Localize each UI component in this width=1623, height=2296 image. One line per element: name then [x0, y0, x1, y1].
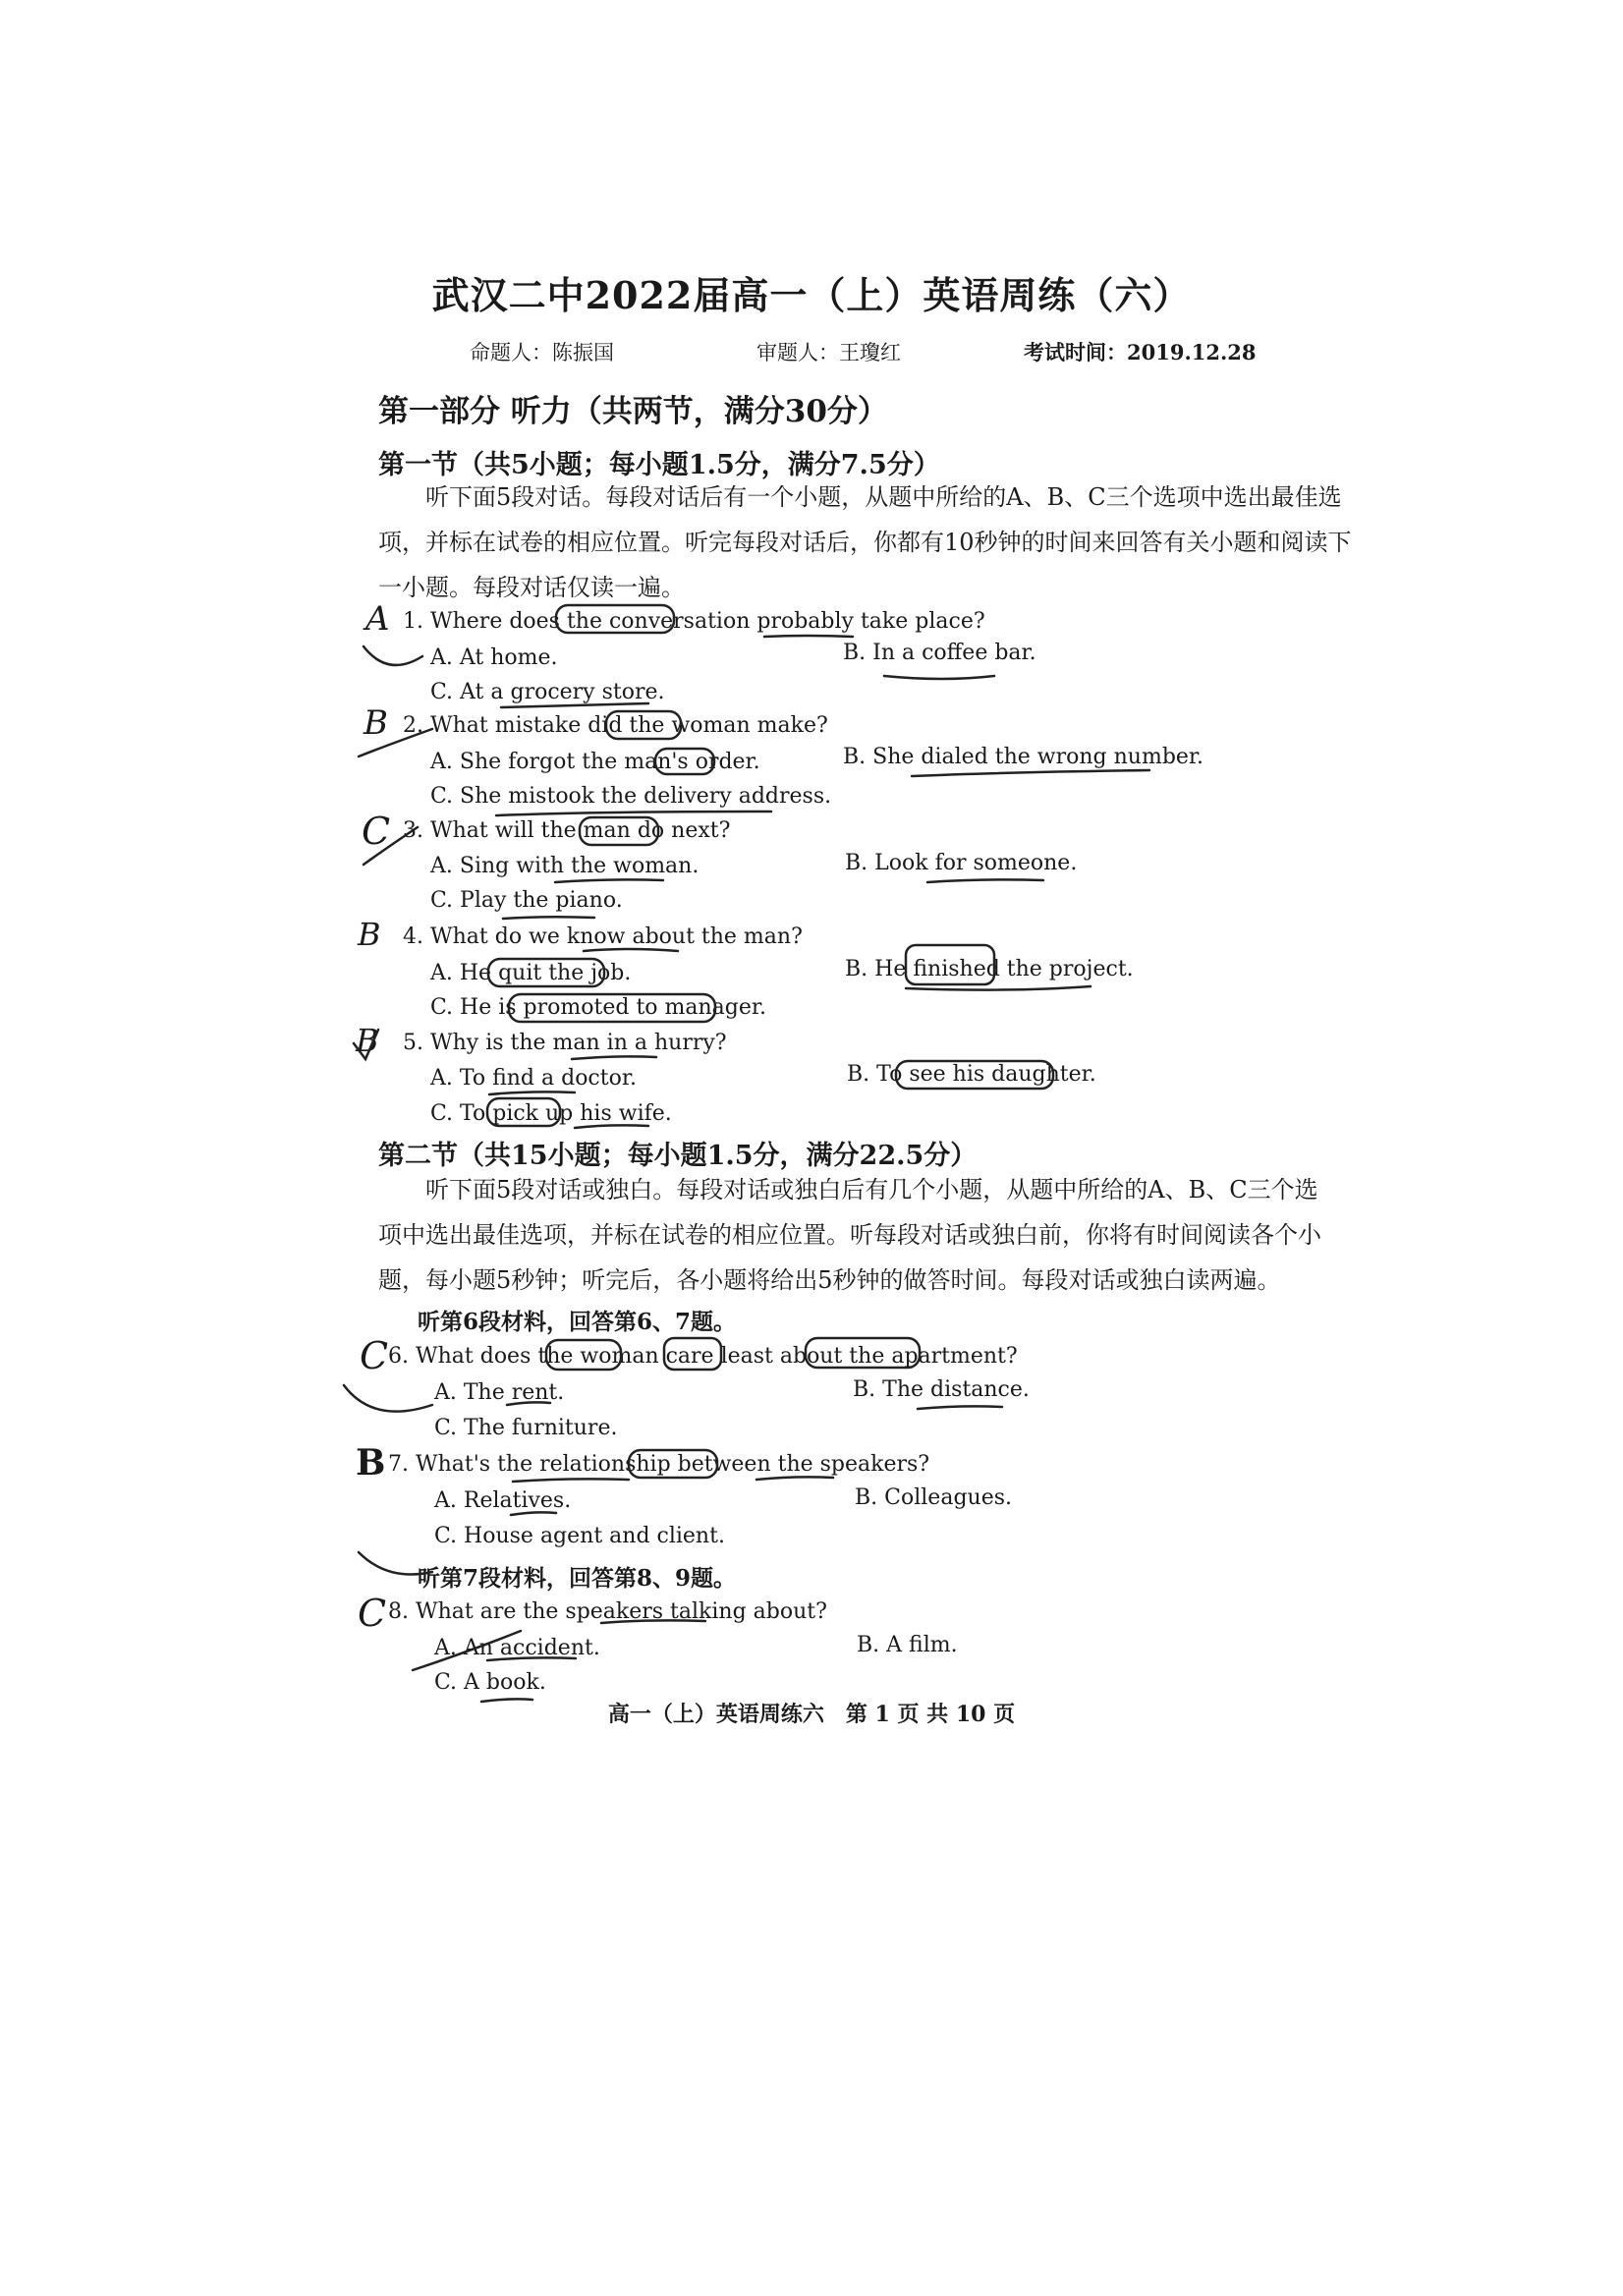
handwritten-answer-7: B [356, 1442, 386, 1484]
handwritten-answer-8: C [358, 1592, 387, 1635]
q7-option-a: A. Relatives. [434, 1488, 572, 1513]
question-6: 6. What does the woman care least about the apartment? [388, 1344, 1018, 1369]
question-4: 4. What do we know about the man? [403, 924, 803, 949]
handwritten-answer-6: C [360, 1334, 389, 1377]
q5-option-b: B. To see his daughter. [847, 1062, 1096, 1087]
section1-title: 第一节（共5小题；每小题1.5分，满分7.5分） [378, 450, 940, 480]
q4-option-a: A. He quit the job. [430, 961, 632, 985]
q2-option-c: C. She mistook the delivery address. [430, 784, 832, 809]
question-2: 2. What mistake did the woman make? [403, 713, 828, 738]
group-7-heading: 听第7段材料，回答第8、9题。 [418, 1565, 737, 1592]
q5-option-c: C. To pick up his wife. [430, 1101, 672, 1126]
handwritten-answer-4: B [358, 916, 381, 953]
question-3: 3. What will the man do next? [403, 818, 731, 843]
reviewer-line: 审题人：王瓊红 [756, 341, 901, 364]
exam-time: 考试时间：2019.12.28 [1024, 340, 1257, 364]
q6-option-a: A. The rent. [434, 1380, 565, 1405]
q1-option-c: C. At a grocery store. [430, 680, 665, 704]
question-5: 5. Why is the man in a hurry? [403, 1031, 727, 1055]
q6-option-c: C. The furniture. [434, 1416, 618, 1440]
author-line: 命题人：陈振国 [470, 341, 614, 364]
section2-instructions: 听下面5段对话或独白。每段对话或独白后有几个小题，从题中所给的A、B、C三个选项中选出最佳选项，并标在试卷的相应位置。听每段对话或独白前，你将有时间阅读各个小题，每小题5秒钟；听完后，各小题将给出5秒钟的做答时间。每段对话或独白读两遍。 [378, 1176, 1321, 1294]
q2-option-a: A. She forgot the man's order. [430, 750, 760, 774]
question-8: 8. What are the speakers talking about? [388, 1599, 827, 1624]
q6-option-b: B. The distance. [853, 1377, 1030, 1402]
exam-title: 武汉二中2022届高一（上）英语周练（六） [431, 273, 1192, 317]
q3-option-c: C. Play the piano. [430, 888, 623, 913]
section2-title: 第二节（共15小题；每小题1.5分，满分22.5分） [378, 1141, 978, 1171]
handwritten-answer-1: A [365, 599, 390, 639]
handwritten-answer-3: C [362, 810, 391, 853]
question-7: 7. What's the relationship between the speakers? [388, 1452, 930, 1477]
q7-option-c: C. House agent and client. [434, 1524, 725, 1548]
group-6-heading: 听第6段材料，回答第6、7题。 [418, 1309, 737, 1335]
q8-option-b: B. A film. [857, 1633, 958, 1657]
q3-option-a: A. Sing with the woman. [430, 854, 700, 878]
page-footer: 高一（上）英语周练六 第 1 页 共 10 页 [607, 1702, 1016, 1727]
part1-title: 第一部分 听力（共两节，满分30分） [378, 394, 888, 429]
handwritten-answer-5: B [356, 1022, 379, 1059]
q3-option-b: B. Look for someone. [845, 851, 1078, 875]
section1-instructions: 听下面5段对话。每段对话后有一个小题，从题中所给的A、B、C三个选项中选出最佳选项，并标在试卷的相应位置。听完每段对话后，你都有10秒钟的时间来回答有关小题和阅读下一小题。每段对话仅读一遍。 [378, 483, 1352, 601]
handwritten-answer-2: B [364, 703, 388, 743]
q2-option-b: B. She dialed the wrong number. [843, 745, 1204, 769]
q4-option-b: B. He finished the project. [845, 957, 1134, 981]
question-1: 1. Where does the conversation probably take place? [403, 609, 985, 634]
q8-option-a: A. An accident. [434, 1636, 600, 1660]
q5-option-a: A. To find a doctor. [430, 1066, 637, 1091]
q4-option-c: C. He is promoted to manager. [430, 995, 766, 1020]
q8-option-c: C. A book. [434, 1670, 546, 1695]
q1-option-b: B. In a coffee bar. [843, 641, 1036, 665]
q1-option-a: A. At home. [430, 645, 558, 670]
q7-option-b: B. Colleagues. [855, 1485, 1012, 1510]
